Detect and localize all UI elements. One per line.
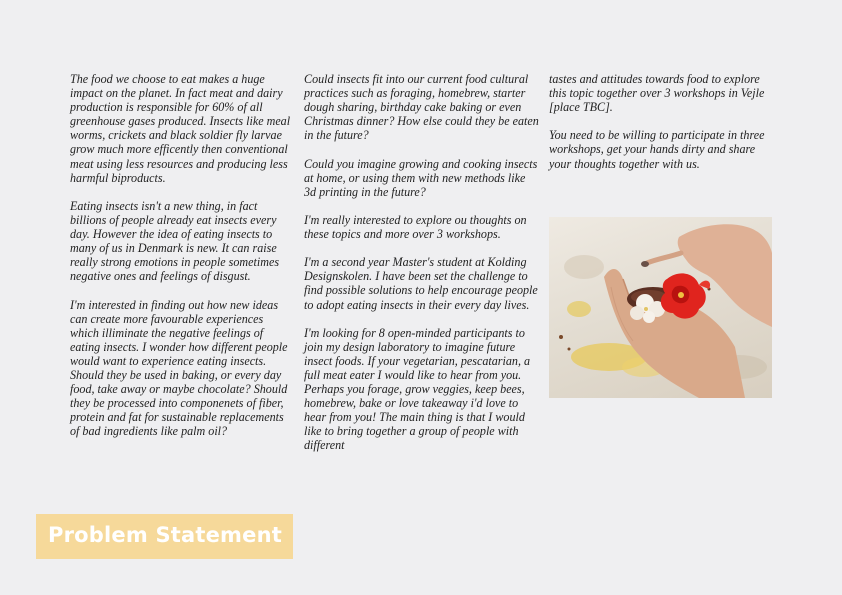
banner-title: Problem Statement [48,523,282,547]
text-column-1 [70,72,292,453]
paragraph: Could you imagine growing and cooking insects at home, or using them with new methods like 3d printing in the future? [304,156,538,199]
paragraph: The food we choose to eat makes a huge impact on the planet. In fact meat and dairy production is responsible for 60% of all greenhouse gases produced. Insects like meal worms, crickets and black soldier fly larvae grow much more efficently then conventional meat using less resources and producing less harmful biproducts. [70,72,291,185]
paragraph: Eating insects isn't a new thing, in fact billions of people already eat insects every day. However the idea of eating insects to many of us in Denmark is new. It can raise really strong emotions in people sometimes negative ones and feelings of disgust. [70,198,280,284]
text-column-3 [549,72,771,185]
paragraph: I'm interested in finding out how new ideas can create more favourable experiences which illiminate the negative feelings of eating insects. I wonder how different people would want to experience eating insects. Should they be used in baking, or every day food, take away or maybe chocolate? Should they be processed into componenets of fiber, protein and fat for sustainable replacements of bad ingredients like palm oil? [70,297,288,439]
photo-hands-with-flowers [549,217,772,398]
paragraph: tastes and attitudes towards food to explore this topic together over 3 workshops in Vejle [place TBC]. [549,72,765,115]
photo-illustration [549,217,772,398]
paragraph: I'm looking for 8 open-minded participants to join my design laboratory to imagine future insect foods. If your vegetarian, pescatarian, a full meat eater I would like to hear from you. Perhaps you forage, grow veggies, keep bees, homebrew, bake or love takeaway i'd love to hear from you! The main thing is that I would like to bring together a group of people with different [304,325,531,453]
paragraph: I'm a second year Master's student at Kolding Designskolen. I have been set the challenge to find possible solutions to help encourage people to adopt eating insects in their every day lives. [304,255,538,312]
paragraph: I'm really interested to explore ou thoughts on these topics and more over 3 workshops. [304,212,527,242]
paragraph: Could insects fit into our current food cultural practices such as foraging, homebrew, starter dough sharing, birthday cake baking or even Christmas dinner? How else could they be eaten in the future? [304,72,539,143]
paragraph: You need to be willing to participate in three workshops, get your hands dirty and share your thoughts together with us. [549,128,765,171]
text-column-2 [304,72,540,467]
problem-statement-banner [36,514,293,559]
